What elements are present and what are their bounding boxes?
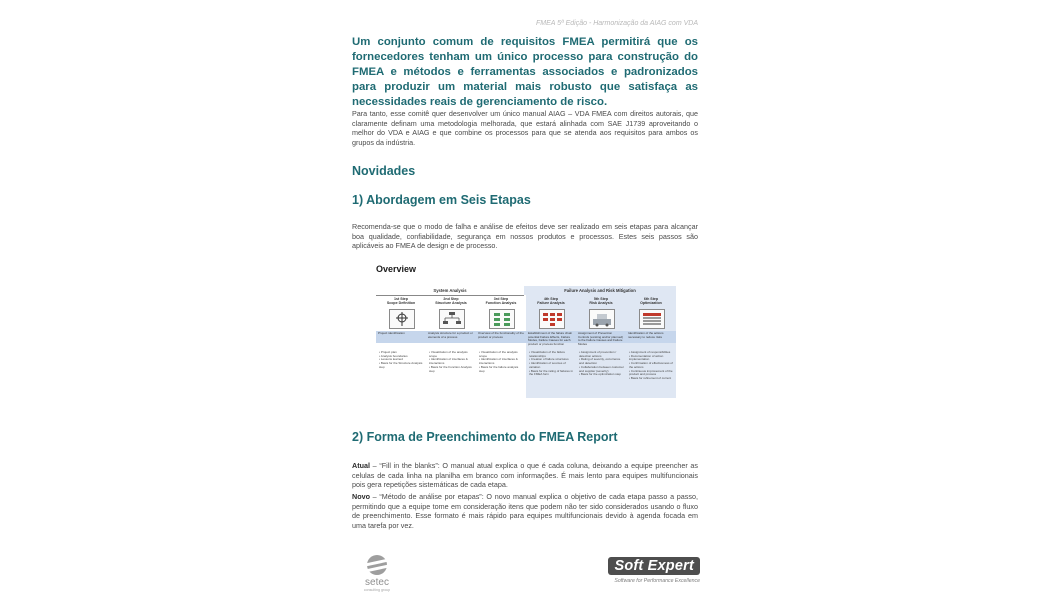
paragraph-six-steps: Recomenda-se que o modo de falha e análise de efeitos deve ser realizado em seis etapas para alcançar boa qualidade, confiabilidade, segurança em nossos produtos e processos. Estes seis passos são aplicáveis ao FMEA de design e de processo. [352, 222, 698, 251]
scope-icon [389, 309, 415, 329]
step-column-5 [576, 295, 626, 398]
step-bullets: • Assignment of prevention / detection actions • Rating of severity, occurrence and detection • Collaboration between customer and supplier (severity) • Basis for the optimization step [579, 350, 624, 377]
group-failure-analysis: Failure Analysis and Risk Mitigation [524, 286, 676, 295]
step-bullets: • Visualization of the analysis scope • Identification of interfaces & interactions • Basis for the Function Analysis step [429, 350, 472, 373]
step-header: 5th Step Risk Analysis [589, 297, 613, 306]
step-header: 1st Step Scope Definition [386, 297, 416, 306]
step-column-4 [526, 295, 576, 398]
softexpert-logo [590, 557, 700, 595]
step-column-3 [476, 295, 526, 398]
step-column-2 [426, 295, 476, 398]
step-bullets: • Project plan • Analysis boundaries • Lessons learned • Basis for the Structure Analysis step [379, 350, 423, 369]
overview-title: Overview [376, 264, 417, 274]
paragraph-current: Atual – “Fill in the blanks”: O manual atual explica o que é cada coluna, deixando a equipe preencher as celulas de cada linha na planilha em branco com informações. É mais lento para equipes multifuncionais pois gera repetições sistemáticas de cada etapa. [352, 461, 698, 490]
step-goal: Analysis structure for a product or elements of a process [426, 331, 476, 343]
step-goal: Project identification [376, 331, 426, 343]
header-note: FMEA 5ª Edição - Harmonização da AIAG com VDA [536, 20, 698, 27]
step-header: 3rd Step Function Analysis [485, 297, 517, 306]
paragraph-intro: Para tanto, esse comitê quer desenvolver um único manual AIAG – VDA FMEA com direitos autorais, que claramente definam uma metodologia melhorada, que estará alinhada com SAE J1739 aproveitando o melhor do VDA e AIAG e que combine os processos para que se atenda aos requisitos para ambos os grupos da indústria. [352, 109, 698, 147]
overview-figure [376, 264, 676, 398]
heading-section-2: 2) Forma de Preenchimento do FMEA Report [352, 430, 618, 444]
step-header: 4th Step Failure Analysis [537, 297, 565, 306]
heading-novidades: Novidades [352, 164, 416, 178]
optimization-table-icon [639, 309, 665, 329]
step-bullets: • Visualization of the failure relationships • Creation of failure structures • Identification of sources of variation • Basis for the rating of failures in the FMEA form [529, 350, 573, 377]
structure-tree-icon [439, 309, 465, 329]
step-column-6 [626, 295, 676, 398]
setec-globe-icon [367, 555, 387, 575]
step-goal: Identification of the actions necessary to reduce risks [626, 331, 676, 343]
step-goal: Establishment of the failure chain potential Failure Effects, Failure Modes, Failure Causes for each product or process function [526, 331, 576, 343]
step-header: 2nd Step Structure Analysis [435, 297, 467, 306]
step-bullets: • Assignment of responsibilities • Documentation of action implementation • Confirmation of effectiveness of the actions • Continuous improvement of the product and process • Basis for refinement of current [629, 350, 673, 380]
function-tree-icon [489, 309, 515, 329]
paragraph-new: Novo – “Método de análise por etapas”: O novo manual explica o objetivo de cada etapa passo a passo, permitindo que a equipe tome em consideração itens que podem não ter sido considerados usando o fluxo de preenchimento. Esse formato é mais rápido para equipes multifuncionais devido à agenda focada em uma tarefa por vez. [352, 492, 698, 530]
softexpert-wordmark: Soft Expert [608, 557, 700, 575]
step-column-1 [376, 295, 426, 398]
step-goal: Overview of the functionality of the product or process [476, 331, 526, 343]
setec-tagline: consulting group [363, 588, 391, 592]
failure-chain-icon [539, 309, 565, 329]
document-page [352, 18, 698, 600]
step-bullets: • Visualization of the analysis scope • Identification of interfaces & interactions • Basis for the failure analysis step [479, 350, 519, 373]
softexpert-tagline: Software for Performance Excellence [614, 578, 700, 584]
risk-machine-icon [589, 309, 615, 329]
setec-name: setec [365, 577, 389, 588]
step-goal: Assignment of Prevention Controls (existing and/or planned) to the Failure Causes and Failure Modes [576, 331, 626, 343]
step-header: 6th Step Optimization [640, 297, 662, 306]
lead-paragraph: Um conjunto comum de requisitos FMEA permitirá que os fornecedores tenham um único processo para construção do FMEA e métodos e ferramentas associados e padronizados para produzir um material mais robusto que satisfaça as necessidades reais de gerenciamento de risco. [352, 36, 698, 108]
group-system-analysis: System Analysis [376, 286, 524, 296]
setec-logo [354, 555, 400, 595]
heading-section-1: 1) Abordagem em Seis Etapas [352, 193, 531, 207]
